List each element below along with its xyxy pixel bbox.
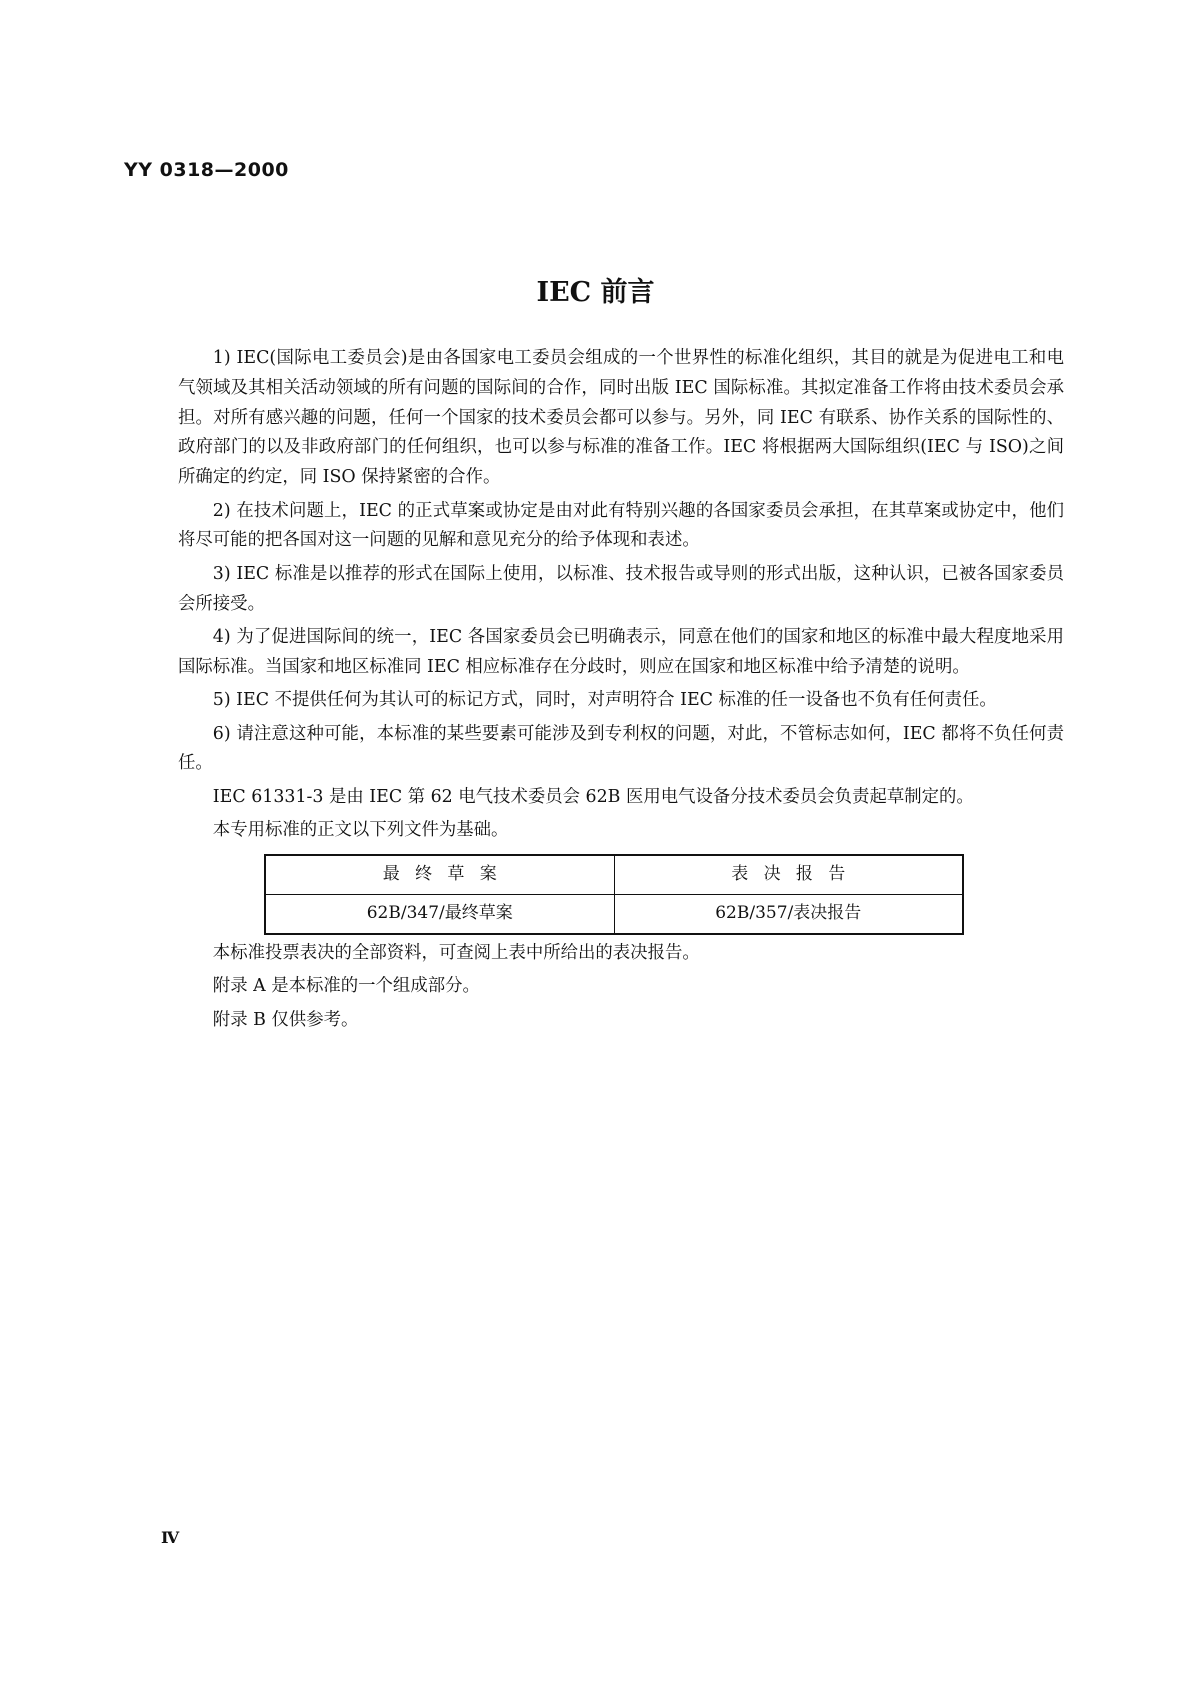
committee-note: IEC 61331-3 是由 IEC 第 62 电气技术委员会 62B 医用电气设备分技术委员会负责起草制定的。 bbox=[212, 786, 974, 807]
basis-note: 本专用标准的正文以下列文件为基础。 bbox=[212, 820, 509, 841]
table-header-row bbox=[265, 855, 963, 895]
basis-documents-table bbox=[264, 854, 964, 935]
paragraph-4: 4) 为了促进国际间的统一，IEC 各国家委员会已明确表示，同意在他们的国家和地区的标准中最大程度地采用国际标准。当国家和地区标准同 IEC 相应标准存在分歧时，则应在国家和地区标准中给予清楚的说明。 bbox=[178, 626, 1064, 677]
table-cell-voting-report: 62B/357/表决报告 bbox=[614, 894, 963, 934]
voting-info-note: 本标准投票表决的全部资料，可查阅上表中所给出的表决报告。 bbox=[212, 942, 700, 963]
annex-a-note: 附录 A 是本标准的一个组成部分。 bbox=[212, 976, 480, 997]
table-header-fdis: 最终草案 bbox=[265, 855, 614, 895]
paragraph-6: 6) 请注意这种可能，本标准的某些要素可能涉及到专利权的问题，对此，不管标志如何，IEC 都将不负任何责任。 bbox=[178, 723, 1064, 774]
table-header-voting-report: 表决报告 bbox=[614, 855, 963, 895]
paragraph-5: 5) IEC 不提供任何为其认可的标记方式，同时，对声明符合 IEC 标准的任一设备也不负有任何责任。 bbox=[212, 690, 997, 711]
table-cell-fdis: 62B/347/最终草案 bbox=[265, 894, 614, 934]
table-row bbox=[265, 894, 963, 934]
foreword-body bbox=[178, 344, 1064, 1039]
document-code: YY 0318—2000 bbox=[124, 159, 289, 181]
page-title: IEC 前言 bbox=[536, 277, 655, 308]
paragraph-1: 1) IEC(国际电工委员会)是由各国家电工委员会组成的一个世界性的标准化组织，其目的就是为促进电工和电气领域及其相关活动领域的所有问题的国际间的合作，同时出版 IEC 国际标准。其拟定准备工作将由技术委员会承担。对所有感兴趣的问题，任何一个国家的技术委员会都可以参与。另外，同 IEC 有联系、协作关系的国际性的、政府部门的以及非政府部门的任何组织，也可以参与标准的准备工作。IEC 将根据两大国际组织(IEC 与 ISO)之间所确定的约定，同 ISO 保持紧密的合作。 bbox=[178, 348, 1064, 488]
page-number: Ⅳ bbox=[161, 1528, 180, 1547]
paragraph-3: 3) IEC 标准是以推荐的形式在国际上使用，以标准、技术报告或导则的形式出版，这种认识，已被各国家委员会所接受。 bbox=[178, 563, 1064, 614]
annex-b-note: 附录 B 仅供参考。 bbox=[212, 1009, 359, 1030]
paragraph-2: 2) 在技术问题上，IEC 的正式草案或协定是由对此有特别兴趣的各国家委员会承担，在其草案或协定中，他们将尽可能的把各国对这一问题的见解和意见充分的给予体现和表述。 bbox=[178, 500, 1064, 551]
